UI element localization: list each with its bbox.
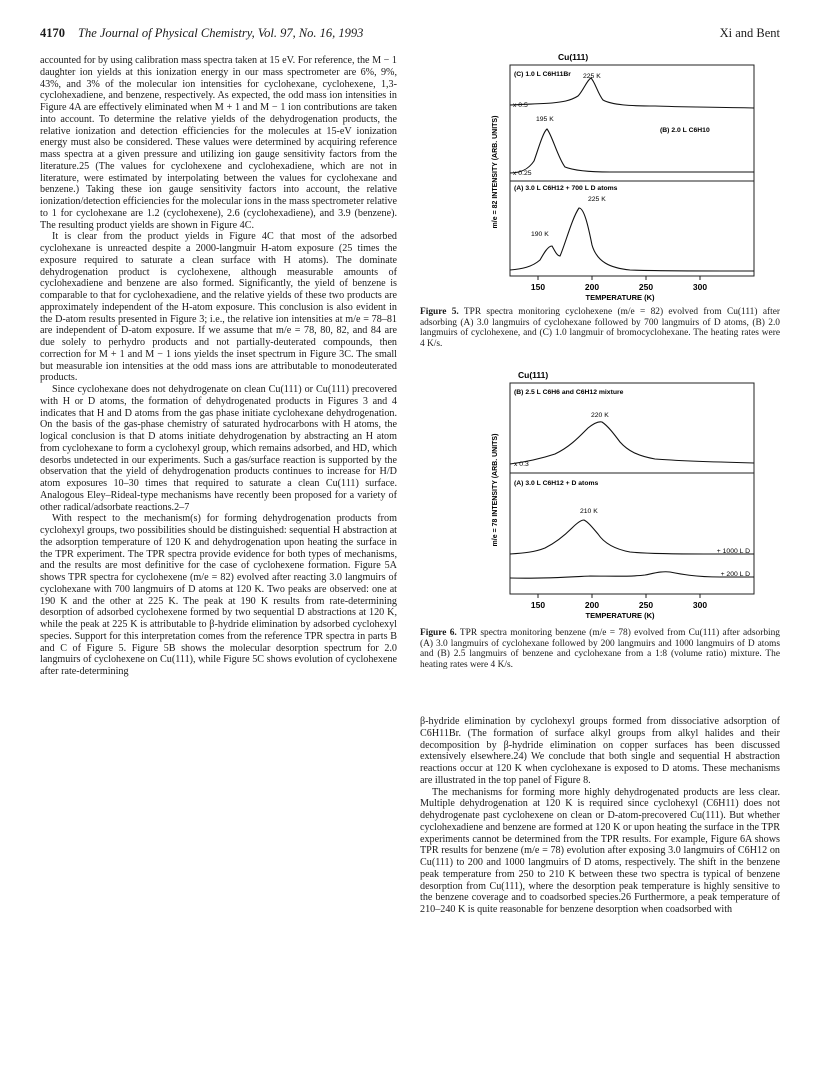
x-axis-label: TEMPERATURE (K) — [585, 611, 655, 620]
x-tick-label: 200 — [584, 600, 600, 610]
y-axis-label: m/e = 78 INTENSITY (ARB. UNITS) — [492, 433, 499, 547]
peak-label: 225 K — [583, 73, 601, 80]
y-axis-label: m/e = 82 INTENSITY (ARB. UNITS) — [492, 115, 499, 229]
figure-6 — [480, 368, 760, 626]
x-tick-label: 150 — [530, 600, 546, 610]
scale-label-b: x 0.25 — [513, 170, 532, 177]
running-authors: Xi and Bent — [719, 26, 780, 40]
spectrum-trace-a-200 — [510, 572, 754, 579]
peak-label: 225 K — [588, 196, 606, 203]
figure-5 — [480, 50, 760, 312]
paragraph: Since cyclohexane does not dehydrogenate on clean Cu(111) or Cu(111) precovered with H or D atoms, the formation of dehydrogenated products in Figures 3 and 4 indicates that H and D atoms from the gas phase initiate cyclohexane dehydrogenation. On the basis of the gas-phase chemistry of saturated hydrocarbons with H atoms, the logical conclusion is that D atoms initiate dehydrogenation by abstracting an H atom from cyclohexane to form a cyclohexyl group, which remains adsorbed, and HD, which desorbs undetected in our experiments. Such a gas/surface reaction is supported by the observation that the yield of dehydrogenation products continues to increase for H/D atom exposures 10–30 times that required to saturate a clean Cu(111) surface. Analogous Eley–Rideal-type mechanisms have recently been proposed for a variety of other radical/adsorbate reactions.2–7 — [40, 384, 397, 513]
x-tick-label: 250 — [638, 282, 654, 292]
caption-text: TPR spectra monitoring benzene (m/e = 78) evolved from Cu(111) after adsorbing (A) 3.0 langmuirs of cyclohexane followed by 200 langmuirs and 1000 langmuirs of D atoms and (B) 2.5 langmuirs of benzene and cyclohexane from a 1:8 (volume ratio) mixture. The heating rates were 4 K/s. — [420, 628, 780, 670]
x-axis-label: TEMPERATURE (K) — [585, 293, 655, 302]
peak-label: 190 K — [531, 231, 549, 238]
plot-frame — [510, 383, 754, 594]
caption-label: Figure 6. — [420, 628, 457, 638]
figure-title: Cu(111) — [518, 370, 549, 380]
figure-5-caption — [420, 307, 780, 349]
x-tick-label: 150 — [530, 282, 546, 292]
panel-label-a: (A) 3.0 L C6H12 + D atoms — [514, 480, 599, 487]
paragraph: The mechanisms for forming more highly dehydrogenated products are less clear. Multiple dehydrogenation at 120 K is required since cyclohexyl (C6H11) does not dehydrogenate past cyclohexene on clean or D-atom-precovered Cu(111). But whether cyclohexadiene and benzene are formed at 120 K or upon heating the surface in the TPR experiments cannot be determined from the TPR results. For example, Figure 6A shows TPR results for benzene (m/e = 78) evolution after exposing 3.0 langmuirs of C6H12 on Cu(111) to 200 and 1000 langmuirs of D atoms, respectively. The shift in the benzene peak temperature from 250 to 210 K between these two spectra is typical of benzene desorption from Cu(111), where the desorption peak temperature is highly sensitive to the benzene coverage and to coadsorbed species.26 Furthermore, a peak temperature of 210–240 K is quite reasonable for benzene desorption when coadsorbed with — [420, 786, 780, 915]
panel-label-c: (C) 1.0 L C6H11Br — [514, 71, 571, 78]
peak-label: 220 K — [591, 412, 609, 419]
x-tick-label: 300 — [692, 282, 708, 292]
x-tick-label: 200 — [584, 282, 600, 292]
spectrum-trace-b — [510, 422, 754, 464]
spectrum-trace-a — [510, 208, 754, 271]
panel-label-b: (B) 2.0 L C6H10 — [660, 127, 710, 134]
figure-6-caption — [420, 628, 780, 670]
paragraph: accounted for by using calibration mass spectra taken at 15 eV. For reference, the M − 1 daughter ion yields at this ionization energy in our mass spectrometer are 6%, 9%, 43%, and 3% of the molecular ion intensities for cyclohexane, cyclohexene, 1,3-cyclohexadiene, and benzene, respectively. As expected, the odd mass ion intensities in Figure 4A are effectively eliminated when M + 1 and M − 1 ion contributions are taken into account. To determine the relative yields of the dehydrogenation products, the relative ionization and detection efficiencies for the molecules at 15-eV ionization energy must also be considered. These values were determined by acquiring reference mass spectra at a given pressure and utilizing ion gauge sensitivity factors from the literature.25 (The values for cyclohexene and cyclohexadiene, which are not in literature, were estimated by interpolating between the values for cyclohexane and benzene.) Taking these ion gauge sensitivity factors into account, the relative ionization/detection efficiencies for the molecular ions in the mass spectrometer relative to 1 for cyclohexane are 1.2 (cyclohexene), 2.6 (cyclohexadiene), and 3.9 (benzene). The resulting product yields are shown in Figure 4C. — [40, 55, 397, 231]
scale-label-b: x 0.3 — [514, 461, 529, 468]
scale-label-c: x 0.5 — [513, 102, 528, 109]
peak-label: 195 K — [536, 116, 554, 123]
x-axis — [531, 276, 707, 302]
plot-frame — [510, 65, 754, 276]
x-tick-label: 300 — [692, 600, 708, 610]
paragraph: β-hydride elimination by cyclohexyl groups formed from dissociative adsorption of C6H11Br. (The formation of surface alkyl groups from alkyl halides and their decomposition by β-hydride elimination on copper surfaces has been discussed extensively elsewhere.24) We conclude that both single and sequential H abstraction reactions occur at 120 K when cyclohexane is exposed to D atoms. These mechanisms are illustrated in the top panel of Figure 8. — [420, 716, 780, 786]
trace-label: + 1000 L D — [716, 548, 750, 555]
page-number: 4170 — [40, 26, 65, 40]
panel-label-a: (A) 3.0 L C6H12 + 700 L D atoms — [514, 185, 618, 192]
paragraph: It is clear from the product yields in Figure 4C that most of the adsorbed cyclohexane is unreacted despite a 2000-langmuir H-atom exposure (25 times the exposure required to saturate a clean surface with H atoms). The dominate dehydrogenation product is cyclohexene, although measurable amounts of cyclohexadiene and benzene are also formed. Significantly, the yield of benzene is comparable to that for cyclohexadiene, and the relative yields of these two products are approximately independent of the H-atom exposure. This conclusion is also evident in the D-atom results presented in Figure 3; i.e., the relative ion intensities at m/e = 78–81 are independent of D-atom exposure. If we assume that m/e = 78, 80, 82, and 84 are due solely to perhydro products and not partially-deuterated compounds, then correction for M + 1 and M − 1 ions yields the inset spectrum in Figure 3C. The small but measurable ion intensities at the odd mass ions are attributable to monodeuterated products. — [40, 231, 397, 384]
trace-label: + 200 L D — [720, 571, 750, 578]
caption-text: TPR spectra monitoring cyclohexene (m/e = 82) evolved from Cu(111) after adsorbing (A) 3.0 langmuirs of cyclohexane followed by 700 langmuirs of D atoms, (B) 2.0 langmuirs of cyclohexene, and (C) 1.0 langmuir of bromocyclohexane. The heating rates were 4 K/s. — [420, 307, 780, 349]
right-column — [420, 716, 780, 916]
figure-title: Cu(111) — [558, 52, 589, 62]
spectrum-trace-b — [510, 129, 754, 173]
peak-label: 210 K — [580, 508, 598, 515]
page-header — [40, 26, 780, 44]
x-axis — [531, 594, 707, 620]
paragraph: With respect to the mechanism(s) for forming dehydrogenation products from cyclohexyl groups, two possibilities should be distinguished: sequential H abstraction at the adsorption temperature of 120 K and dehydrogenation upon heating the surface in the TPR experiment. The TPR spectra provide evidence for both types of mechanisms, and the results are most definitive for the case of cyclohexene formation. Figure 5A shows TPR spectra for cyclohexene (m/e = 82) evolved after reacting 3.0 langmuirs of cyclohexane with 700 langmuirs of D atoms at 120 K. Two peaks are observed: one at 190 K and the other at 225 K. The peak at 190 K results from rate-determining desorption of adsorbed cyclohexene formed by two sequential D abstractions at 120 K, while the peak at 225 K is attributable to β-hydride elimination by adsorbed cyclohexyl species. Support for this interpretation comes from the reference TPR spectra in parts B and C of Figure 5. Figure 5B shows the molecular desorption spectrum for 2.0 langmuirs of cyclohexene on Cu(111), while Figure 5C shows evolution of cyclohexene after rate-determining — [40, 513, 397, 677]
panel-label-b: (B) 2.5 L C6H6 and C6H12 mixture — [514, 389, 624, 396]
spectrum-trace-c — [510, 78, 754, 108]
x-tick-label: 250 — [638, 600, 654, 610]
caption-label: Figure 5. — [420, 307, 459, 317]
left-column — [40, 55, 397, 678]
journal-citation: The Journal of Physical Chemistry, Vol. 97, No. 16, 1993 — [78, 26, 364, 40]
